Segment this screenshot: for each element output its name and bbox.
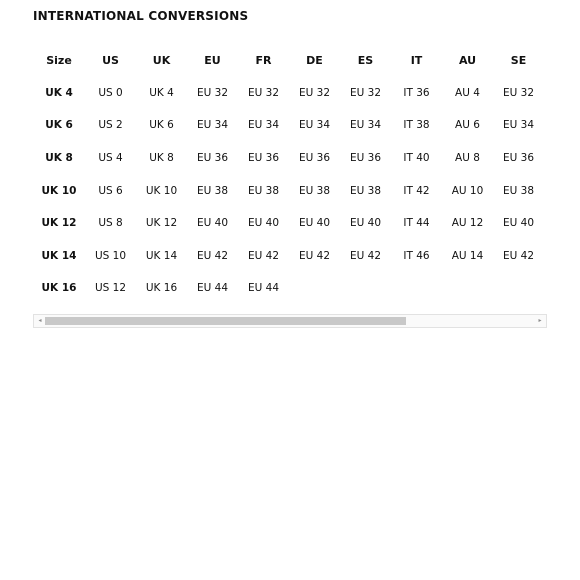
table-cell: IT 46 bbox=[403, 249, 430, 262]
table-cell: US 10 bbox=[94, 249, 127, 262]
column-header: FR bbox=[255, 53, 272, 67]
page-title: INTERNATIONAL CONVERSIONS bbox=[33, 9, 249, 23]
table-cell: UK 12 bbox=[145, 217, 178, 230]
table-cell: EU 40 bbox=[298, 217, 331, 230]
table-cell: US 6 bbox=[98, 184, 123, 197]
column-header: DE bbox=[306, 53, 323, 67]
table-cell: EU 38 bbox=[349, 184, 382, 197]
table-cell: EU 42 bbox=[349, 249, 382, 262]
table-cell: EU 38 bbox=[298, 184, 331, 197]
table-cell: EU 38 bbox=[196, 184, 229, 197]
scrollbar-thumb[interactable] bbox=[45, 317, 406, 325]
column-header: Size bbox=[46, 53, 72, 67]
size-cell: UK 8 bbox=[45, 152, 73, 165]
table-cell: EU 42 bbox=[298, 249, 331, 262]
table-cell: IT 42 bbox=[403, 184, 430, 197]
column-header: US bbox=[102, 53, 119, 67]
size-cell: UK 6 bbox=[45, 119, 73, 132]
table-cell: EU 42 bbox=[247, 249, 280, 262]
table-cell bbox=[442, 272, 493, 305]
table-cell: EU 34 bbox=[502, 119, 535, 132]
table-cell: AU 10 bbox=[451, 184, 484, 197]
table-cell: EU 44 bbox=[196, 282, 229, 295]
scroll-left-arrow-icon[interactable]: ◂ bbox=[38, 317, 42, 324]
table-cell: US 4 bbox=[98, 152, 123, 165]
scroll-right-arrow-icon[interactable]: ▸ bbox=[538, 317, 542, 324]
table-cell: UK 10 bbox=[145, 184, 178, 197]
table-cell: EU 32 bbox=[298, 86, 331, 99]
size-cell: UK 14 bbox=[41, 249, 77, 262]
table-cell: UK 4 bbox=[149, 86, 174, 99]
column-header: SE bbox=[510, 53, 527, 67]
table-row bbox=[33, 109, 544, 142]
table-cell: EU 40 bbox=[247, 217, 280, 230]
table-cell: EU 32 bbox=[247, 86, 280, 99]
column-header: ES bbox=[357, 53, 374, 67]
table-cell: EU 34 bbox=[247, 119, 280, 132]
table-cell: US 12 bbox=[94, 282, 127, 295]
table-cell: EU 38 bbox=[247, 184, 280, 197]
table-cell: EU 32 bbox=[196, 86, 229, 99]
table-cell: EU 36 bbox=[502, 152, 535, 165]
table-cell: AU 4 bbox=[455, 86, 480, 99]
column-header: EU bbox=[204, 53, 221, 67]
table-cell: EU 34 bbox=[298, 119, 331, 132]
column-header: IT bbox=[410, 53, 423, 67]
size-cell: UK 12 bbox=[41, 217, 77, 230]
table-cell: EU 36 bbox=[349, 152, 382, 165]
table-cell: UK 8 bbox=[149, 152, 174, 165]
table-cell: EU 36 bbox=[298, 152, 331, 165]
table-cell: IT 44 bbox=[403, 217, 430, 230]
conversion-table-viewport[interactable] bbox=[33, 44, 547, 314]
table-cell bbox=[391, 272, 442, 305]
table-cell: AU 14 bbox=[451, 249, 484, 262]
horizontal-scrollbar[interactable] bbox=[33, 314, 547, 328]
table-cell: IT 36 bbox=[403, 86, 430, 99]
table-cell: EU 44 bbox=[247, 282, 280, 295]
table-cell: IT 38 bbox=[403, 119, 430, 132]
table-cell: EU 32 bbox=[502, 86, 535, 99]
column-header: UK bbox=[152, 53, 171, 67]
table-cell: US 2 bbox=[98, 119, 123, 132]
table-row bbox=[33, 272, 544, 305]
conversion-table bbox=[33, 44, 544, 305]
table-cell: EU 34 bbox=[349, 119, 382, 132]
table-cell: US 8 bbox=[98, 217, 123, 230]
table-cell: UK 14 bbox=[145, 249, 178, 262]
table-cell: EU 36 bbox=[196, 152, 229, 165]
table-row bbox=[33, 174, 544, 207]
table-cell: AU 8 bbox=[455, 152, 480, 165]
column-header: AU bbox=[458, 53, 477, 67]
size-cell: UK 16 bbox=[41, 282, 77, 295]
table-row bbox=[33, 240, 544, 273]
table-cell: EU 38 bbox=[502, 184, 535, 197]
table-cell: EU 40 bbox=[196, 217, 229, 230]
table-cell: AU 12 bbox=[451, 217, 484, 230]
table-cell: AU 6 bbox=[455, 119, 480, 132]
table-body bbox=[33, 77, 544, 305]
table-cell: EU 40 bbox=[349, 217, 382, 230]
table-header-row bbox=[33, 44, 544, 77]
table-row bbox=[33, 77, 544, 110]
table-cell: EU 36 bbox=[247, 152, 280, 165]
size-cell: UK 10 bbox=[41, 184, 77, 197]
table-cell bbox=[289, 272, 340, 305]
table-cell: EU 40 bbox=[502, 217, 535, 230]
table-row bbox=[33, 207, 544, 240]
size-cell: UK 4 bbox=[45, 86, 73, 99]
table-cell bbox=[340, 272, 391, 305]
table-cell: EU 32 bbox=[349, 86, 382, 99]
table-cell: EU 34 bbox=[196, 119, 229, 132]
table-cell: IT 40 bbox=[403, 152, 430, 165]
table-cell bbox=[493, 272, 544, 305]
table-cell: EU 42 bbox=[502, 249, 535, 262]
table-cell: UK 6 bbox=[149, 119, 174, 132]
table-cell: EU 42 bbox=[196, 249, 229, 262]
table-cell: US 0 bbox=[98, 86, 123, 99]
table-row bbox=[33, 142, 544, 175]
table-cell: UK 16 bbox=[145, 282, 178, 295]
